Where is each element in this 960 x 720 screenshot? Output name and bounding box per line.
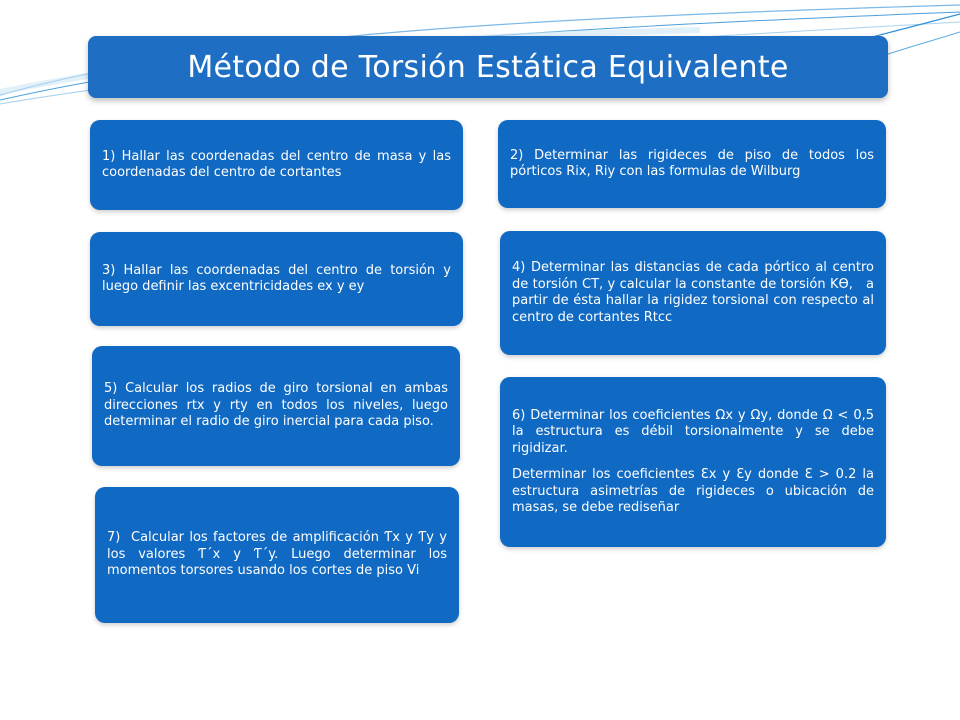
step-2-text: 2) Determinar las rigideces de piso de todos los pórticos Rix, Riy con las formulas de Wilburg — [510, 147, 874, 179]
title-banner — [88, 36, 888, 98]
step-2-box — [498, 120, 886, 208]
slide-title: Método de Torsión Estática Equivalente — [187, 49, 789, 85]
step-3-text: 3) Hallar las coordenadas del centro de torsión y luego definir las excentricidades ex y ey — [102, 262, 451, 294]
step-7-text: 7) Calcular los factores de amplificación Ƭx y Ƭy y los valores Ƭ´x y Ƭ´y. Luego determinar los momentos torsores usando los cortes de piso Vi — [107, 530, 452, 579]
step-4-text: 4) Determinar las distancias de cada pórtico al centro de torsión CT, y calcular la constante de torsión Kϴ, a partir de ésta hallar la rigidez torsional con respecto al centro de cortantes Rtcc — [512, 260, 879, 325]
step-6-text-b: Determinar los coeficientes Ɛx y Ɛy donde Ɛ > 0.2 la estructura asimetrías de rigideces o ubicación de masas, se debe rediseñar — [512, 467, 874, 515]
step-3-box — [90, 232, 463, 326]
step-5-text: 5) Calcular los radios de giro torsional en ambas direcciones rtx y rty en todos los niveles, luego determinar el radio de giro inercial para cada piso. — [104, 381, 448, 430]
step-6-text-a: 6) Determinar los coeficientes Ωx y Ωy, donde Ω < 0,5 la estructura es débil torsionalmente y se debe rigidizar. — [512, 407, 874, 456]
step-1-text: 1) Hallar las coordenadas del centro de masa y las coordenadas del centro de cortantes — [102, 148, 451, 180]
step-7-box — [95, 487, 459, 623]
step-4-box — [500, 231, 886, 355]
step-1-box — [90, 120, 463, 210]
step-6-box — [500, 377, 886, 547]
step-5-box — [92, 346, 460, 466]
